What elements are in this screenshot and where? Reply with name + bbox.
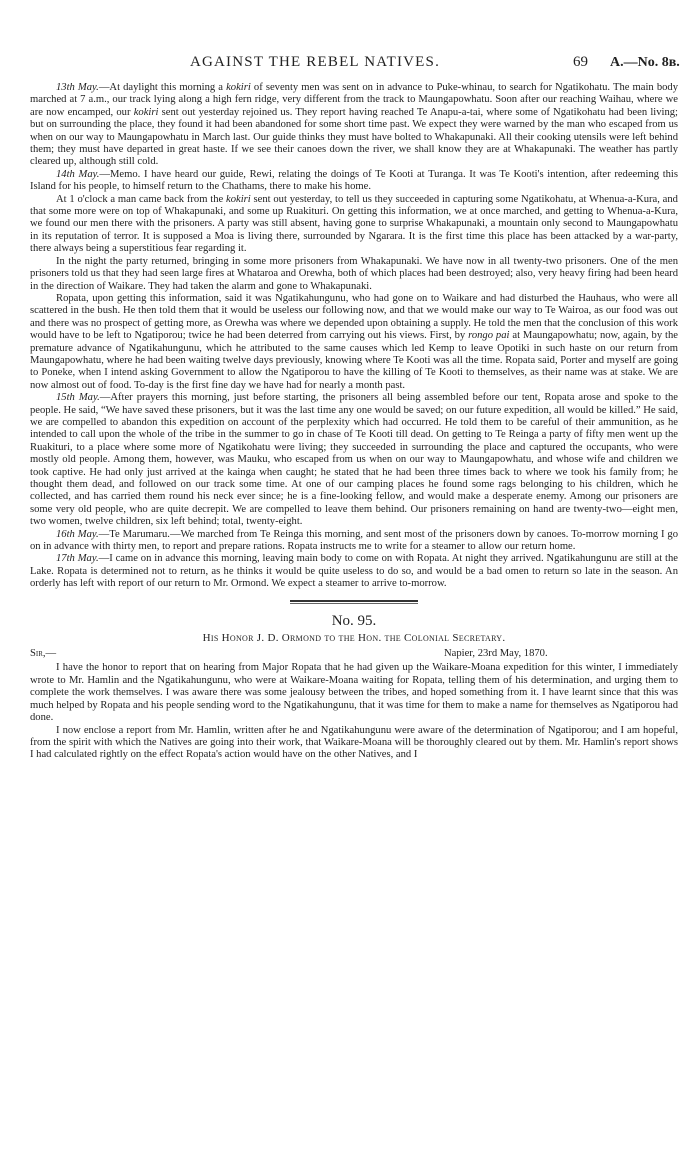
journal-paragraph [30,256,678,293]
entry-text: —At daylight this morning a kokiri of seventy men was sent on in advance to Puke-whinau, to search for Ngatikohatu. The main body marched at 7 a.m., our track lying along a high fern ridge, very different from the track to Maungapowhatu. Soon after our reaching Waihau, where we are now encamped, our kokiri sent out yesterday rejoined us. They report having reached Te Anapu-a-tai, where some of Ngatikohatu had been living; but on surrounding the place, they found it had been abandoned for some short time past. We expect they were warned by the man who escaped from us when on our way to Maungapowhatu in March last. Our guide thinks they must have bolted to Whakapunaki. All their cooking utensils were left behind them; they must have departed in great haste. If we see their canoes down the river, we shall know they are at Whakapunaki. The weather has partly cleared up, although still cold. [30,82,679,168]
entry-date: 13th May. [56,82,99,93]
entry-text: At 1 o'clock a man came back from the kokiri sent out yesterday, to tell us they succeeded in capturing some Ngatikohatu, at Whenua-a-Kura, and that some more were on top of Whakapunaki, and some up Ruakituri. On getting this information, we at once marched, and getting to Whenua-a-Kura, we found our men there with the prisoners. A party was still absent, having gone to surprise Whakapunaki, a mountain only second to Maungapowhatu in its reputation of terror. It is supposed a Moa is living there, surrounded by Ngarara. It is the first time this place has been attacked by a war-party, there always being a superstitious fear regarding it. [30,193,678,255]
letter-paragraph: I have the honor to report that on hearing from Major Ropata that he had given up the Waikare-Moana expedition for this winter, I immediately wrote to Mr. Hamlin and the Ngatikahungunu, who were at Waikare-Moana waiting for Ropata, telling them of his determination, and urging them to complete the work themselves. I was aware there was some jealousy between the tribes, and hoped something from it. I have learnt since that this was much helped by Ropata and his people sending word to the Ngatikahungunu, that it was time for them to make a name for themselves as Ngatiporou had done. [30,662,678,724]
journal-entry-16-may [30,529,678,554]
letter-dateline: Napier, 23rd May, 1870. [444,648,548,660]
salutation: Sir,— [30,648,57,660]
entry-date: 15th May. [56,392,100,404]
entry-date: 17th May. [56,553,99,565]
entry-text: —I came on in advance this morning, leaving main body to come on with Ropata. At night they arrived. Ngatikahungunu are still at the Lake. Ropata is determined not to return, as he thinks it would be quite useless to do so, and would be a bad omen to return so late in the season. An orderly has left with report of our return to Mr. Ormond. We expect a steamer to arrive to-morrow. [30,553,678,590]
running-title: AGAINST THE REBEL NATIVES. [189,54,441,70]
journal-paragraph [30,194,678,256]
journal-entry-14-may [30,169,678,194]
journal-entry-17-may [30,553,678,590]
salutation-row [30,648,678,662]
section-divider [290,600,418,604]
letter-number: No. 95. [331,612,377,629]
entry-text: —Te Marumaru.—We marched from Te Reinga this morning, and sent most of the prisoners down by canoes. To-morrow morning I go on in advance with thirty men, to report and prepare rations. Ropata instructs me to write for a steamer to allow our return home. [30,528,679,553]
journal-paragraph [30,293,678,392]
document-reference: A.—No. 8ʙ. [610,55,680,70]
entry-text: —After prayers this morning, just before starting, the prisoners all being assembled before our tent, Ropata arose and spoke to the people. He said, “We have saved these prisoners, but it was the last time any one would be saved; on our future expedition, all would be killed.” He said, we are compelled to abandon this expedition on account of the perplexity which had occurred. He told them to be careful of their ammunition, as he intended to call upon the whole of the tribe in the summer to go in chase of Te Kooti till dead. On getting to Te Reinga a party of fifty men went up the Ruakituri, to a place where some more of Ngatikohatu were living; they succeeded in surrounding the place and captured the occupants, who were mostly old people. Among them, however, was Mauku, who escaped from us when on our way to Maungapowhatu, and whose wife and children we took captive. He had only just arrived at the kainga when caught; he stated that he had been three times back to where we took his family from; he thought them dead, and followed on our track some time. At one of our camping places he found some rags belonging to his children, which he collected, and has carried them round his neck ever since; he is a fine-looking fellow, and would make a desperate enemy. Among our prisoners are some very old people, who are quite decrepit. We are compelled to leave them behind. Our prisoners remaining on hand are twenty-two—eight men, two women, twelve children, six left behind; total, twenty-eight. [30,392,678,528]
entry-text: Ropata, upon getting this information, said it was Ngatikahungunu, who had gone on to Waikare and had disturbed the Hauhaus, who were all scattered in the bush. He then told them that it would be useless our following now, and that we would make our way to Te Wairoa, as our food was out and there was no prospect of getting more, as Orewha was where we depended upon obtaining a supply. He told the men that the conclusion of this work would have to be left to Ngatiporou; twice he had been deterred from carrying out his views. First, by rongo pai at Maungapowhatu; now, again, by the premature advance of Ngatikahungunu, which he attributed to the same causes which led Kemp to leave Opotiki in such haste on our return from Maungapowhatu, where he had been waiting twelve days previously, knowing where Te Kooti was all the time. Ropata said, Porter and myself are going to Poneke, when I intend asking Government to allow the Ngatiporou to have the killing of Te Kooti to themselves, as their name was at stake. We are now almost out of food. To-day is the first fine day we have had for nearly a month past. [30,292,679,391]
page-header [0,54,700,76]
letter-paragraph: I now enclose a report from Mr. Hamlin, written after he and Ngatikahungunu were aware of the determination of Ngatiporou; and I am hopeful, from the spirit with which the Natives are going into their work, that Waikare-Moana will be thoroughly cleared out by them. Mr. Hamlin's report shows I had calculated rightly on the effect Ropata's action would have on the other Natives, and I [30,724,678,761]
page-body [30,82,678,762]
entry-text: —Memo. I have heard our guide, Rewi, relating the doings of Te Kooti at Turanga. It was Te Kooti's intention, after redeeming this Island for his people, to himself return to the Chathams, there to make his home. [30,168,678,193]
letter-heading: His Honor J. D. Ormond to the Hon. the Colonial Secretary. [202,632,506,645]
entry-date: 16th May. [56,528,99,540]
journal-entry-15-may [30,392,678,528]
entry-date: 14th May. [56,168,100,180]
page-number: 69 [573,54,588,70]
entry-text: In the night the party returned, bringing in some more prisoners from Whakapunaki. We have now in all twenty-two prisoners. One of the men prisoners told us that they had seen large fires at Whataroa and Orewha, both of which places had been destroyed; also, very heavy firing had been heard in the direction of Waikare. They had taken the alarm and gone to Whakapunaki. [30,255,678,292]
journal-entry-13-may [30,82,678,169]
